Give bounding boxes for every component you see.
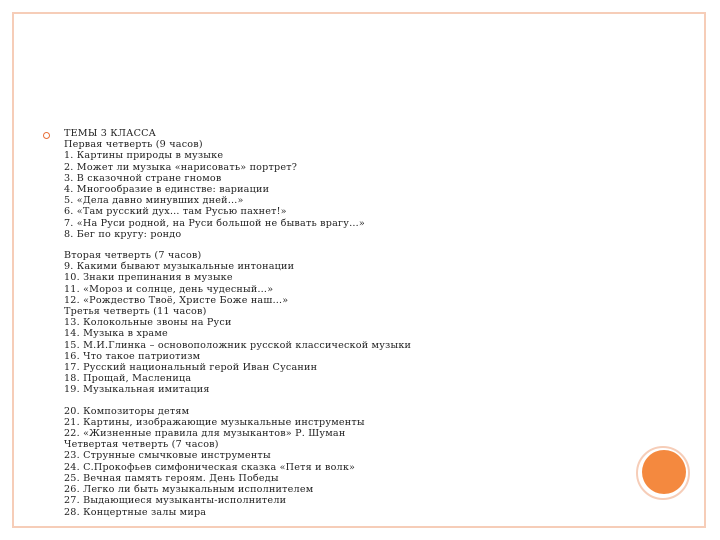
list-item: 15. М.И.Глинка – основоположник русской классической музыки (64, 339, 412, 351)
list-item: 8. Бег по кругу: рондо (64, 228, 182, 240)
list-item: 1. Картины природы в музыке (64, 150, 224, 162)
bullet-icon (43, 132, 50, 139)
list-item: 13. Колокольные звоны на Руси (64, 317, 232, 329)
quarter-1-header: Первая четверть (9 часов) (64, 139, 203, 151)
quarter-4-header: Четвертая четверть (7 часов) (64, 439, 219, 451)
list-item: 16. Что такое патриотизм (64, 350, 201, 362)
list-item: 9. Какими бывают музыкальные интонации (64, 261, 295, 273)
list-item: 20. Композиторы детям (64, 405, 190, 417)
list-item: 5. «Дела давно минувших дней…» (64, 195, 244, 207)
list-item: 3. В сказочной стране гномов (64, 172, 222, 184)
list-item: 2. Может ли музыка «нарисовать» портрет? (64, 161, 298, 173)
list-item: 14. Музыка в храме (64, 328, 168, 340)
list-item: 19. Музыкальная имитация (64, 384, 210, 396)
list-item: 23. Струнные смычковые инструменты (64, 450, 271, 462)
list-item: 22. «Жизненные правила для музыкантов» Р. Шуман (64, 428, 346, 440)
list-item: 18. Прощай, Масленица (64, 373, 192, 385)
list-item: 12. «Рождество Твоё, Христе Боже наш…» (64, 294, 289, 306)
list-item: 17. Русский национальный герой Иван Сусанин (64, 362, 318, 374)
list-item: 6. «Там русский дух… там Русью пахнет!» (64, 206, 287, 218)
list-item: 21. Картины, изображающие музыкальные инструменты (64, 416, 365, 428)
list-item: 7. «На Руси родной, на Руси большой не бывать врагу…» (64, 217, 365, 229)
list-item: 11. «Мороз и солнце, день чудесный…» (64, 283, 274, 295)
list-item: 24. С.Прокофьев симфоническая сказка «Петя и волк» (64, 461, 356, 473)
slide-title: ТЕМЫ 3 КЛАССА (64, 128, 157, 139)
decorative-circle-fill (642, 450, 686, 494)
list-item: 10. Знаки препинания в музыке (64, 272, 233, 284)
quarter-3-header: Третья четверть (11 часов) (64, 306, 207, 318)
list-item: 28. Концертные залы мира (64, 506, 207, 518)
topics-text (64, 128, 624, 518)
list-item: 4. Многообразие в единстве: вариации (64, 184, 270, 196)
list-item: 26. Легко ли быть музыкальным исполнителем (64, 484, 314, 496)
list-item: 27. Выдающиеся музыканты-исполнители (64, 495, 287, 507)
quarter-2-header: Вторая четверть (7 часов) (64, 250, 202, 262)
list-item: 25. Вечная память героям. День Победы (64, 472, 279, 484)
